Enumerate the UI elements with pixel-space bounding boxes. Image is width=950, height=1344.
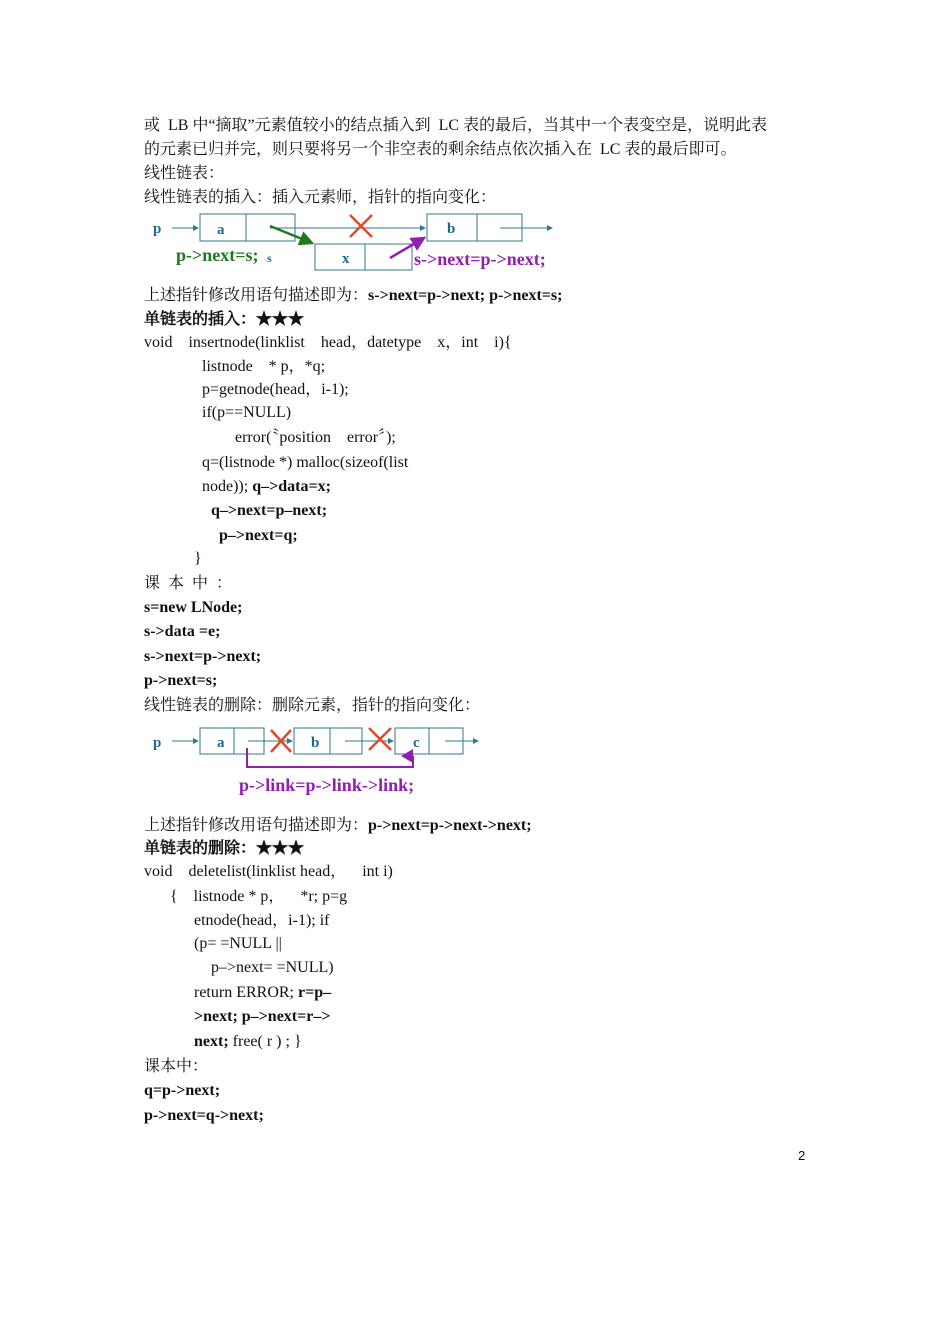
green-arrow [270,226,312,243]
single-delete-title: 单链表的删除：★★★ [144,840,305,857]
s-label: s [267,251,272,265]
insert-desc-code: s->next=p->next; p->next=s; [368,287,563,304]
code-line: q=(listnode *) malloc(sizeof(list [202,454,409,471]
code-line: etnode(head，i-1); if [194,912,330,929]
purple-code-label: s->next=p->next; [414,249,546,269]
red-cross-icon [350,215,372,237]
code-line: next; free( r ) ; } [194,1033,302,1050]
green-code-label: p->next=s; [176,245,259,265]
node-x-label: x [342,251,350,267]
code-line: return ERROR; r=p– [194,984,332,1001]
intro-line-2: 的元素已归并完，则只要将另一个非空表的剩余结点依次插入在 LC 表的最后即可。 [144,141,737,158]
node-x [315,244,412,270]
delete-desc-text: 上述指针修改用语句描述即为： [144,817,369,834]
delete-desc-code: p->next=p->next->next; [368,817,532,834]
insert-desc-text: 上述指针修改用语句描述即为： [144,287,369,304]
p-label: p [153,735,162,751]
delete-diagram [140,720,500,800]
code-line: >next; p–>next=r–> [194,1008,331,1025]
textbook-label-1: 课 本 中 ： [144,575,233,592]
node-b-label: b [311,735,320,751]
code-line: { listnode * p， *r; p=g [170,888,348,905]
code-line: q–>next=p–next; [211,502,328,519]
textbook-code-line: p->next=q->next; [144,1107,264,1124]
node-b-label: b [447,221,456,237]
code-line: listnode * p，*q; [202,358,326,375]
textbook-code-line: s=new LNode; [144,599,243,616]
purple-code-label: p->link=p->link->link; [239,775,415,795]
delete-desc [144,816,532,836]
single-insert-title: 单链表的插入：★★★ [144,311,305,328]
code-line: error(〝position error〞); [235,429,396,446]
insert-diagram [140,208,580,274]
code-line: void insertnode(linklist head，datetype x，int i){ [144,334,512,351]
textbook-code-line: q=p->next; [144,1082,221,1099]
code-line: p–>next= =NULL) [211,959,334,976]
code-line: void deletelist(linklist head， int i) [144,863,393,880]
code-line: if(p==NULL) [202,404,292,421]
node-a-label: a [217,735,225,751]
section-delete-title: 线性链表的删除：删除元素，指针的指向变化： [144,697,481,714]
p-label: p [153,221,162,237]
intro-line-1: 或 LB 中“摘取”元素值较小的结点插入到 LC 表的最后，当其中一个表变空是，说明此表 [144,117,768,134]
node-c-label: c [413,735,420,751]
node-a-label: a [217,222,225,238]
code-line: node)); q–>data=x; [202,478,331,495]
page-number: 2 [798,1148,806,1163]
textbook-code-line: p->next=s; [144,672,218,689]
section-linked-list: 线性链表： [144,165,225,182]
textbook-code-line: s->data =e; [144,623,221,640]
code-line: (p= =NULL || [194,935,282,952]
insert-desc [144,286,562,306]
textbook-label-2: 课本中： [144,1058,209,1075]
code-line: p=getnode(head，i-1); [202,381,349,398]
code-line: p–>next=q; [219,527,298,544]
code-line: } [194,550,202,567]
section-insert-title: 线性链表的插入：插入元素师，指针的指向变化： [144,189,497,206]
red-cross-icon [369,728,391,750]
textbook-code-line: s->next=p->next; [144,648,262,665]
